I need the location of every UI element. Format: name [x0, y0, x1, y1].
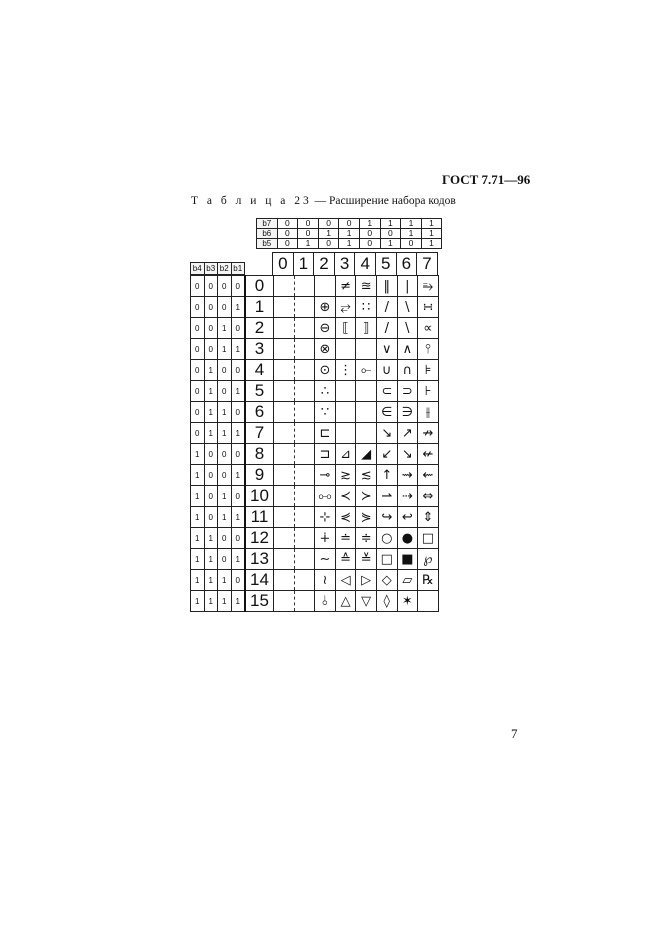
top-bit-cell: 0 [380, 229, 401, 239]
row-bit-cell: 1 [191, 549, 205, 570]
row-number: 0 [245, 276, 274, 297]
symbol-cell [356, 381, 377, 402]
row-bit-cell: 0 [191, 360, 205, 381]
top-bit-cell: 1 [401, 219, 422, 229]
table-row [191, 528, 439, 549]
row-bit-cell: 1 [204, 528, 218, 549]
symbol-cell [274, 465, 295, 486]
row-number: 13 [245, 549, 274, 570]
symbol-cell [294, 339, 315, 360]
row-bit-cell: 1 [231, 339, 245, 360]
row-bit-cell: 1 [231, 465, 245, 486]
row-bit-cell: 1 [218, 591, 232, 612]
symbol-cell: ⟦ [335, 318, 356, 339]
symbol-cell: ℘ [418, 549, 439, 570]
row-bit-cell: 1 [231, 423, 245, 444]
symbol-cell: ≠ [335, 276, 356, 297]
symbol-cell [294, 423, 315, 444]
symbol-cell [356, 402, 377, 423]
row-bit-cell: 0 [204, 318, 218, 339]
symbol-cell: ⋮ [335, 360, 356, 381]
row-bit-cell: 0 [204, 444, 218, 465]
row-bit-cell: 1 [231, 297, 245, 318]
symbol-cell: □ [376, 549, 397, 570]
symbol-cell [274, 318, 295, 339]
row-bit-cell: 1 [231, 549, 245, 570]
table-row [191, 360, 439, 381]
symbol-cell [294, 549, 315, 570]
symbol-cell [335, 423, 356, 444]
symbol-cell: ∋ [397, 402, 418, 423]
symbol-cell: ◢ [356, 444, 377, 465]
symbol-cell: ⇝ [397, 465, 418, 486]
top-bit-cell: 1 [339, 239, 360, 249]
row-bit-cell: 1 [191, 591, 205, 612]
row-bit-cell: 0 [204, 507, 218, 528]
left-bit-header [190, 262, 245, 275]
symbol-cell [274, 570, 295, 591]
symbol-cell: ⇀ [376, 486, 397, 507]
symbol-cell: ⊐ [315, 444, 336, 465]
top-bit-label: b6 [257, 229, 278, 239]
column-number: 3 [334, 253, 355, 276]
table-row [191, 507, 439, 528]
row-bit-cell: 1 [191, 528, 205, 549]
row-bit-cell: 1 [218, 318, 232, 339]
symbol-cell [418, 591, 439, 612]
row-bit-cell: 0 [218, 528, 232, 549]
symbol-cell: ≙ [335, 549, 356, 570]
top-bit-cell: 1 [401, 229, 422, 239]
row-bit-cell: 0 [191, 402, 205, 423]
top-bit-header [256, 218, 442, 249]
left-bit-label: b3 [204, 263, 218, 275]
symbol-cell [274, 276, 295, 297]
left-bit-label: b2 [218, 263, 232, 275]
top-bit-cell: 1 [359, 219, 380, 229]
row-bit-cell: 1 [218, 423, 232, 444]
symbol-cell: ⥂ [335, 297, 356, 318]
symbol-cell: ≚ [356, 549, 377, 570]
row-number: 15 [245, 591, 274, 612]
symbol-cell: ≀ [315, 570, 336, 591]
row-bit-cell: 1 [231, 591, 245, 612]
row-bit-cell: 1 [231, 381, 245, 402]
symbol-cell: ↘ [376, 423, 397, 444]
table-row [191, 486, 439, 507]
symbol-cell: ≻ [356, 486, 377, 507]
top-bit-cell: 0 [318, 219, 339, 229]
symbol-cell: ⇢ [397, 486, 418, 507]
top-bit-label: b5 [257, 239, 278, 249]
symbol-cell: ∧ [397, 339, 418, 360]
left-bit-label: b1 [231, 263, 245, 275]
symbol-cell: ▱ [397, 570, 418, 591]
symbol-cell: ℞ [418, 570, 439, 591]
symbol-cell [274, 549, 295, 570]
symbol-cell: □ [418, 528, 439, 549]
row-bit-cell: 1 [204, 570, 218, 591]
symbol-cell: ∷ [356, 297, 377, 318]
row-bit-cell: 0 [204, 486, 218, 507]
row-number: 8 [245, 444, 274, 465]
symbol-cell: ↛ [418, 423, 439, 444]
symbol-cell: ⫲ [418, 402, 439, 423]
page-number: 7 [511, 726, 518, 741]
row-number: 11 [245, 507, 274, 528]
row-bit-cell: 1 [204, 360, 218, 381]
symbol-cell [274, 297, 295, 318]
row-bit-cell: 1 [218, 570, 232, 591]
symbol-cell [315, 276, 336, 297]
row-bit-cell: 0 [231, 528, 245, 549]
symbol-cell: ⊏ [315, 423, 336, 444]
symbol-cell: ∔ [315, 528, 336, 549]
table-row [191, 318, 439, 339]
symbol-cell: ⫰ [315, 591, 336, 612]
column-number-row [272, 252, 438, 276]
symbol-cell: ⟜ [356, 360, 377, 381]
row-number: 5 [245, 381, 274, 402]
row-bit-cell: 0 [191, 381, 205, 402]
column-number: 6 [396, 253, 417, 276]
row-bit-cell: 1 [218, 402, 232, 423]
row-bit-cell: 0 [218, 549, 232, 570]
symbol-cell: ⊦ [418, 381, 439, 402]
row-bit-cell: 1 [191, 486, 205, 507]
symbol-cell: ⊃ [397, 381, 418, 402]
top-bit-cell: 0 [298, 229, 319, 239]
symbol-cell: ↚ [418, 444, 439, 465]
symbol-cell [274, 402, 295, 423]
column-number: 7 [417, 253, 438, 276]
row-bit-cell: 1 [218, 339, 232, 360]
top-bit-cell: 0 [359, 229, 380, 239]
row-bit-cell: 1 [191, 570, 205, 591]
code-table [190, 275, 439, 612]
symbol-cell [294, 444, 315, 465]
table-caption [191, 195, 456, 207]
symbol-cell: ↗ [397, 423, 418, 444]
row-number: 10 [245, 486, 274, 507]
symbol-cell [335, 339, 356, 360]
symbol-cell [294, 276, 315, 297]
symbol-cell [335, 402, 356, 423]
row-number: 9 [245, 465, 274, 486]
symbol-cell: ⊧ [418, 360, 439, 381]
table-caption-title: — Расширение набора кодов [311, 195, 456, 207]
table-caption-label: Т а б л и ц а 23 [191, 195, 312, 207]
table-row [191, 465, 439, 486]
top-bit-label: b7 [257, 219, 278, 229]
top-bit-cell: 1 [421, 239, 442, 249]
column-number: 0 [273, 253, 294, 276]
row-bit-cell: 0 [218, 276, 232, 297]
symbol-cell: ‖ [376, 276, 397, 297]
top-bit-cell: 1 [318, 229, 339, 239]
table-row [191, 297, 439, 318]
row-bit-cell: 0 [191, 276, 205, 297]
row-number: 1 [245, 297, 274, 318]
top-bit-cell: 1 [421, 229, 442, 239]
symbol-cell: ⇕ [418, 507, 439, 528]
symbol-cell [274, 360, 295, 381]
table-row [191, 339, 439, 360]
row-bit-cell: 0 [231, 360, 245, 381]
row-bit-cell: 1 [204, 549, 218, 570]
symbol-cell: ↑ [376, 465, 397, 486]
symbol-cell: ∴ [315, 381, 336, 402]
top-bit-row [257, 219, 442, 229]
column-number: 4 [355, 253, 376, 276]
symbol-cell: / [376, 318, 397, 339]
table-row [191, 276, 439, 297]
row-bit-cell: 1 [204, 381, 218, 402]
row-bit-cell: 1 [204, 423, 218, 444]
symbol-cell: ⧟ [315, 486, 336, 507]
symbol-cell: ⇔ [418, 486, 439, 507]
row-bit-cell: 0 [204, 339, 218, 360]
symbol-cell: ⋞ [335, 507, 356, 528]
symbol-cell: ∪ [376, 360, 397, 381]
left-bit-label: b4 [191, 263, 205, 275]
top-bit-cell: 0 [401, 239, 422, 249]
symbol-cell [294, 381, 315, 402]
top-bit-cell: 1 [298, 239, 319, 249]
symbol-cell: ↙ [376, 444, 397, 465]
row-bit-cell: 1 [191, 444, 205, 465]
symbol-cell [294, 360, 315, 381]
column-number: 2 [314, 253, 335, 276]
symbol-cell: ✶ [397, 591, 418, 612]
row-bit-cell: 0 [191, 423, 205, 444]
row-bit-cell: 0 [218, 465, 232, 486]
symbol-cell [294, 297, 315, 318]
symbol-cell: ⊿ [335, 444, 356, 465]
symbol-cell: ⋟ [356, 507, 377, 528]
row-bit-cell: 0 [218, 297, 232, 318]
row-bit-cell: 0 [191, 339, 205, 360]
top-bit-cell: 0 [318, 239, 339, 249]
symbol-cell: ≐ [335, 528, 356, 549]
symbol-cell [294, 402, 315, 423]
symbol-cell: ○ [376, 528, 397, 549]
symbol-cell: ∵ [315, 402, 336, 423]
symbol-cell: ⊖ [315, 318, 336, 339]
standard-header: ГОСТ 7.71—96 [442, 172, 531, 187]
symbol-cell: ⥱ [418, 276, 439, 297]
symbol-cell [294, 318, 315, 339]
symbol-cell: ∝ [418, 318, 439, 339]
row-number: 14 [245, 570, 274, 591]
symbol-cell [294, 465, 315, 486]
symbol-cell: ◁ [335, 570, 356, 591]
symbol-cell: ⊗ [315, 339, 336, 360]
symbol-cell [274, 591, 295, 612]
symbol-cell: ◇ [376, 570, 397, 591]
top-bit-cell: 1 [380, 219, 401, 229]
symbol-cell [294, 570, 315, 591]
symbol-cell [335, 381, 356, 402]
symbol-cell [294, 591, 315, 612]
symbol-cell [274, 528, 295, 549]
symbol-cell: ∩ [397, 360, 418, 381]
symbol-cell: ⊕ [315, 297, 336, 318]
symbol-cell: ● [397, 528, 418, 549]
column-number: 1 [293, 253, 314, 276]
symbol-cell: ∺ [418, 297, 439, 318]
row-bit-cell: 0 [218, 444, 232, 465]
row-number: 2 [245, 318, 274, 339]
symbol-cell: ↩ [397, 507, 418, 528]
top-bit-cell: 0 [359, 239, 380, 249]
symbol-cell: ⊹ [315, 507, 336, 528]
symbol-cell: ∈ [376, 402, 397, 423]
symbol-cell: ■ [397, 549, 418, 570]
symbol-cell [294, 486, 315, 507]
symbol-cell: ≊ [356, 276, 377, 297]
symbol-cell [356, 423, 377, 444]
symbol-cell [294, 528, 315, 549]
symbol-cell: ⫯ [418, 339, 439, 360]
top-bit-cell: 0 [277, 219, 298, 229]
top-bit-cell: 1 [380, 239, 401, 249]
row-number: 6 [245, 402, 274, 423]
row-number: 4 [245, 360, 274, 381]
top-bit-cell: 1 [421, 219, 442, 229]
row-bit-cell: 0 [231, 570, 245, 591]
symbol-cell: ▽ [356, 591, 377, 612]
symbol-cell [356, 339, 377, 360]
row-number: 3 [245, 339, 274, 360]
symbol-cell [274, 381, 295, 402]
symbol-cell: ⊸ [315, 465, 336, 486]
table-row [191, 381, 439, 402]
row-bit-cell: 0 [204, 276, 218, 297]
row-bit-cell: 0 [191, 318, 205, 339]
row-bit-cell: 1 [204, 402, 218, 423]
table-row [191, 402, 439, 423]
symbol-cell: ▷ [356, 570, 377, 591]
column-number: 5 [375, 253, 396, 276]
symbol-cell: ≑ [356, 528, 377, 549]
row-bit-cell: 0 [218, 360, 232, 381]
symbol-cell: / [376, 297, 397, 318]
row-bit-cell: 1 [191, 507, 205, 528]
row-bit-cell: 0 [231, 486, 245, 507]
symbol-cell: ⇜ [418, 465, 439, 486]
row-bit-cell: 1 [218, 507, 232, 528]
symbol-cell: ∨ [376, 339, 397, 360]
symbol-cell [274, 339, 295, 360]
symbol-cell: | [397, 276, 418, 297]
symbol-cell [274, 444, 295, 465]
row-bit-cell: 0 [231, 318, 245, 339]
symbol-cell: ≳ [335, 465, 356, 486]
row-number: 7 [245, 423, 274, 444]
row-bit-cell: 0 [231, 276, 245, 297]
row-bit-cell: 0 [204, 465, 218, 486]
row-bit-cell: 0 [231, 444, 245, 465]
row-bit-cell: 0 [231, 402, 245, 423]
symbol-cell: △ [335, 591, 356, 612]
row-bit-cell: 0 [191, 297, 205, 318]
symbol-cell: ∼ [315, 549, 336, 570]
row-bit-cell: 0 [204, 297, 218, 318]
top-bit-cell: 0 [277, 239, 298, 249]
symbol-cell: ◊ [376, 591, 397, 612]
row-bit-cell: 1 [204, 591, 218, 612]
symbol-cell: ⊂ [376, 381, 397, 402]
symbol-cell: ⊙ [315, 360, 336, 381]
top-bit-cell: 0 [339, 219, 360, 229]
row-bit-cell: 1 [191, 465, 205, 486]
symbol-cell: ≲ [356, 465, 377, 486]
top-bit-cell: 0 [298, 219, 319, 229]
row-number: 12 [245, 528, 274, 549]
top-bit-row [257, 229, 442, 239]
symbol-cell: \ [397, 297, 418, 318]
symbol-cell: ≺ [335, 486, 356, 507]
symbol-cell [274, 423, 295, 444]
symbol-cell: ↘ [397, 444, 418, 465]
row-bit-cell: 0 [218, 381, 232, 402]
row-bit-cell: 1 [218, 486, 232, 507]
table-row [191, 591, 439, 612]
top-bit-row [257, 239, 442, 249]
symbol-cell [294, 507, 315, 528]
table-row [191, 423, 439, 444]
row-bit-cell: 1 [231, 507, 245, 528]
symbol-cell: ↪ [376, 507, 397, 528]
symbol-cell [274, 486, 295, 507]
top-bit-cell: 0 [277, 229, 298, 239]
symbol-cell: \ [397, 318, 418, 339]
table-row [191, 549, 439, 570]
table-row [191, 444, 439, 465]
symbol-cell [274, 507, 295, 528]
top-bit-cell: 1 [339, 229, 360, 239]
table-row [191, 570, 439, 591]
symbol-cell: ⟧ [356, 318, 377, 339]
